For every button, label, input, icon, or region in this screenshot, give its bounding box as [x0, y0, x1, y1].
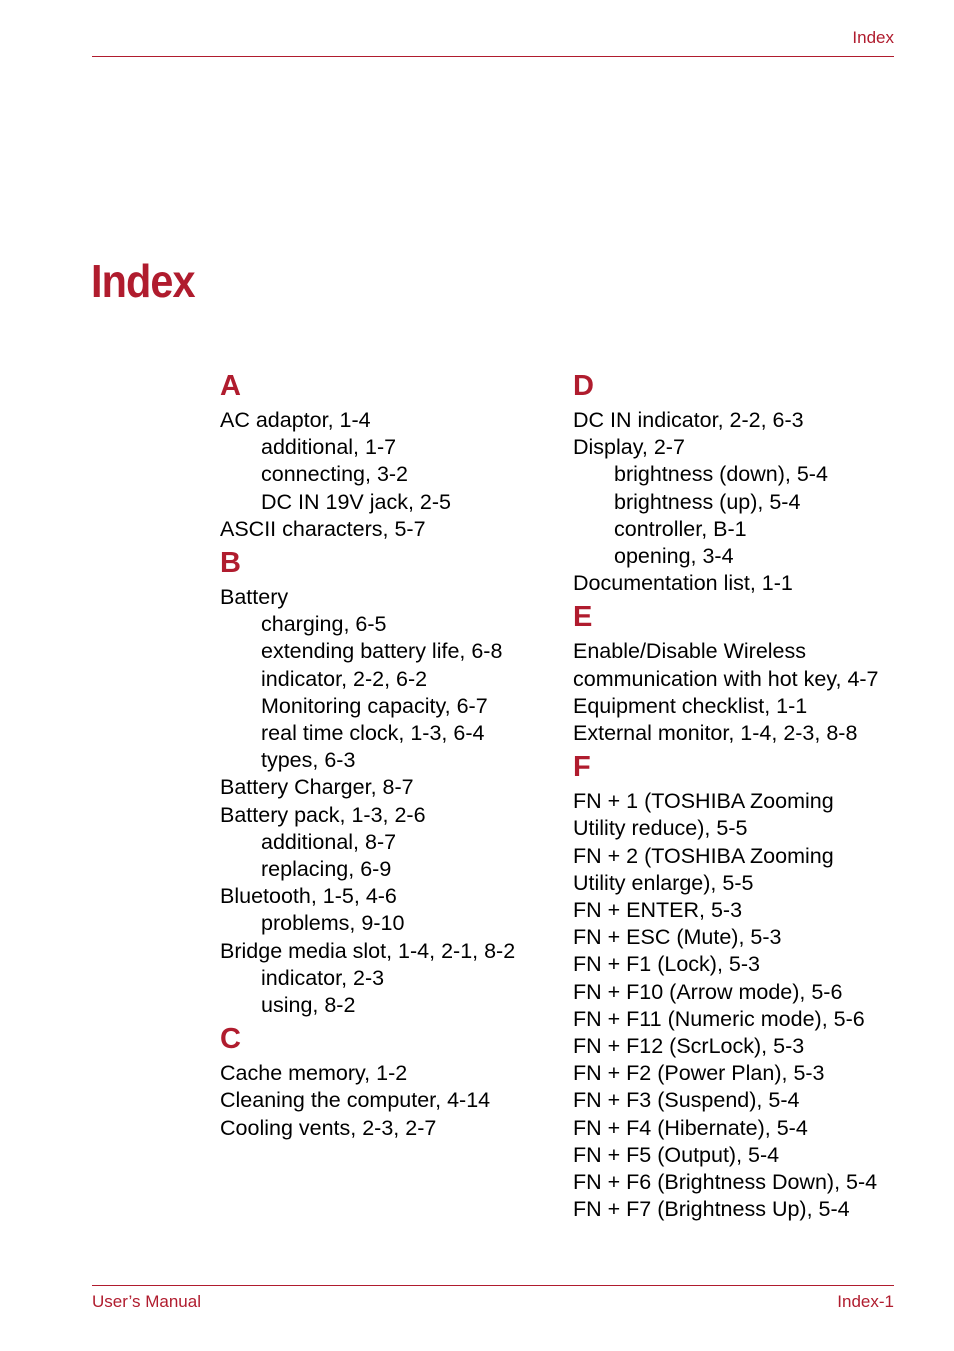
- index-entry: FN + F3 (Suspend), 5-4: [573, 1088, 800, 1113]
- index-subentry: real time clock, 1-3, 6-4: [261, 721, 485, 746]
- index-entry: FN + ENTER, 5-3: [573, 898, 743, 923]
- index-subentry: opening, 3-4: [614, 544, 734, 569]
- index-entry: Battery: [220, 585, 289, 610]
- index-subentry: indicator, 2-2, 6-2: [261, 666, 428, 691]
- index-entry: Documentation list, 1-1: [573, 571, 793, 596]
- index-subentry: brightness (up), 5-4: [614, 489, 801, 514]
- index-entry: FN + F11 (Numeric mode), 5-6: [573, 1006, 865, 1031]
- index-entry: FN + F2 (Power Plan), 5-3: [573, 1061, 825, 1086]
- index-section-f: [573, 747, 913, 1223]
- index-entry: FN + F4 (Hibernate), 5-4: [573, 1115, 808, 1140]
- index-section-a: [220, 366, 560, 543]
- header-divider: [92, 56, 894, 57]
- index-section-c: [220, 1019, 560, 1142]
- index-subentry: indicator, 2-3: [261, 965, 385, 990]
- index-subentry: controller, B-1: [614, 516, 747, 541]
- index-entry: FN + 2 (TOSHIBA Zooming: [573, 843, 834, 868]
- section-letter: D: [573, 370, 594, 402]
- index-subentry: charging, 6-5: [261, 612, 387, 637]
- index-entry: Utility enlarge), 5-5: [573, 870, 754, 895]
- index-entry: Equipment checklist, 1-1: [573, 693, 808, 718]
- index-subentry: extending battery life, 6-8: [261, 639, 503, 664]
- index-entry: FN + 1 (TOSHIBA Zooming: [573, 789, 834, 814]
- index-entry: External monitor, 1-4, 2-3, 8-8: [573, 721, 858, 746]
- index-entry: FN + F6 (Brightness Down), 5-4: [573, 1170, 878, 1195]
- footer-manual-label: User’s Manual: [92, 1292, 201, 1311]
- index-subentry: additional, 8-7: [261, 829, 397, 854]
- index-section-b: [220, 543, 560, 1019]
- footer-page-number: Index-1: [837, 1292, 894, 1311]
- index-entry: Cache memory, 1-2: [220, 1061, 408, 1086]
- index-entry: AC adaptor, 1-4: [220, 408, 371, 432]
- index-entry: FN + ESC (Mute), 5-3: [573, 925, 782, 950]
- index-subentry: types, 6-3: [261, 748, 356, 773]
- index-entry: Battery Charger, 8-7: [220, 775, 414, 800]
- section-letter: C: [220, 1023, 241, 1056]
- index-subentry: problems, 9-10: [261, 911, 405, 936]
- index-section-d: [573, 366, 913, 597]
- index-entry: ASCII characters, 5-7: [220, 516, 426, 541]
- index-entry: FN + F12 (ScrLock), 5-3: [573, 1034, 805, 1059]
- header-section-label: Index: [852, 28, 894, 47]
- index-entry: communication with hot key, 4-7: [573, 666, 879, 691]
- index-entry: FN + F7 (Brightness Up), 5-4: [573, 1197, 850, 1222]
- index-column-left: [220, 366, 560, 1142]
- index-entry: FN + F5 (Output), 5-4: [573, 1142, 780, 1167]
- index-subentry: DC IN 19V jack, 2-5: [261, 489, 451, 514]
- index-entry: Bridge media slot, 1-4, 2-1, 8-2: [220, 938, 516, 963]
- index-entry: Display, 2-7: [573, 435, 685, 460]
- section-letter: F: [573, 751, 591, 784]
- index-entry: Enable/Disable Wireless: [573, 639, 807, 664]
- index-subentry: connecting, 3-2: [261, 462, 409, 487]
- index-column-right: [573, 366, 913, 1223]
- footer-divider: [92, 1285, 894, 1286]
- index-entry: Battery pack, 1-3, 2-6: [220, 802, 426, 827]
- index-entry: Utility reduce), 5-5: [573, 816, 748, 841]
- page-title: Index: [91, 255, 195, 307]
- index-entry: FN + F10 (Arrow mode), 5-6: [573, 979, 843, 1004]
- index-section-e: [573, 597, 913, 747]
- index-entry: Cooling vents, 2-3, 2-7: [220, 1115, 437, 1140]
- index-entry: DC IN indicator, 2-2, 6-3: [573, 408, 804, 432]
- section-letter: B: [220, 547, 241, 580]
- index-subentry: Monitoring capacity, 6-7: [261, 693, 488, 718]
- section-letter: E: [573, 601, 593, 634]
- section-letter: A: [220, 370, 241, 402]
- index-entry: Bluetooth, 1-5, 4-6: [220, 884, 397, 909]
- index-subentry: using, 8-2: [261, 993, 356, 1018]
- index-subentry: brightness (down), 5-4: [614, 462, 828, 487]
- index-subentry: additional, 1-7: [261, 435, 397, 460]
- index-entry: FN + F1 (Lock), 5-3: [573, 952, 760, 977]
- index-entry: Cleaning the computer, 4-14: [220, 1088, 491, 1113]
- index-subentry: replacing, 6-9: [261, 857, 392, 882]
